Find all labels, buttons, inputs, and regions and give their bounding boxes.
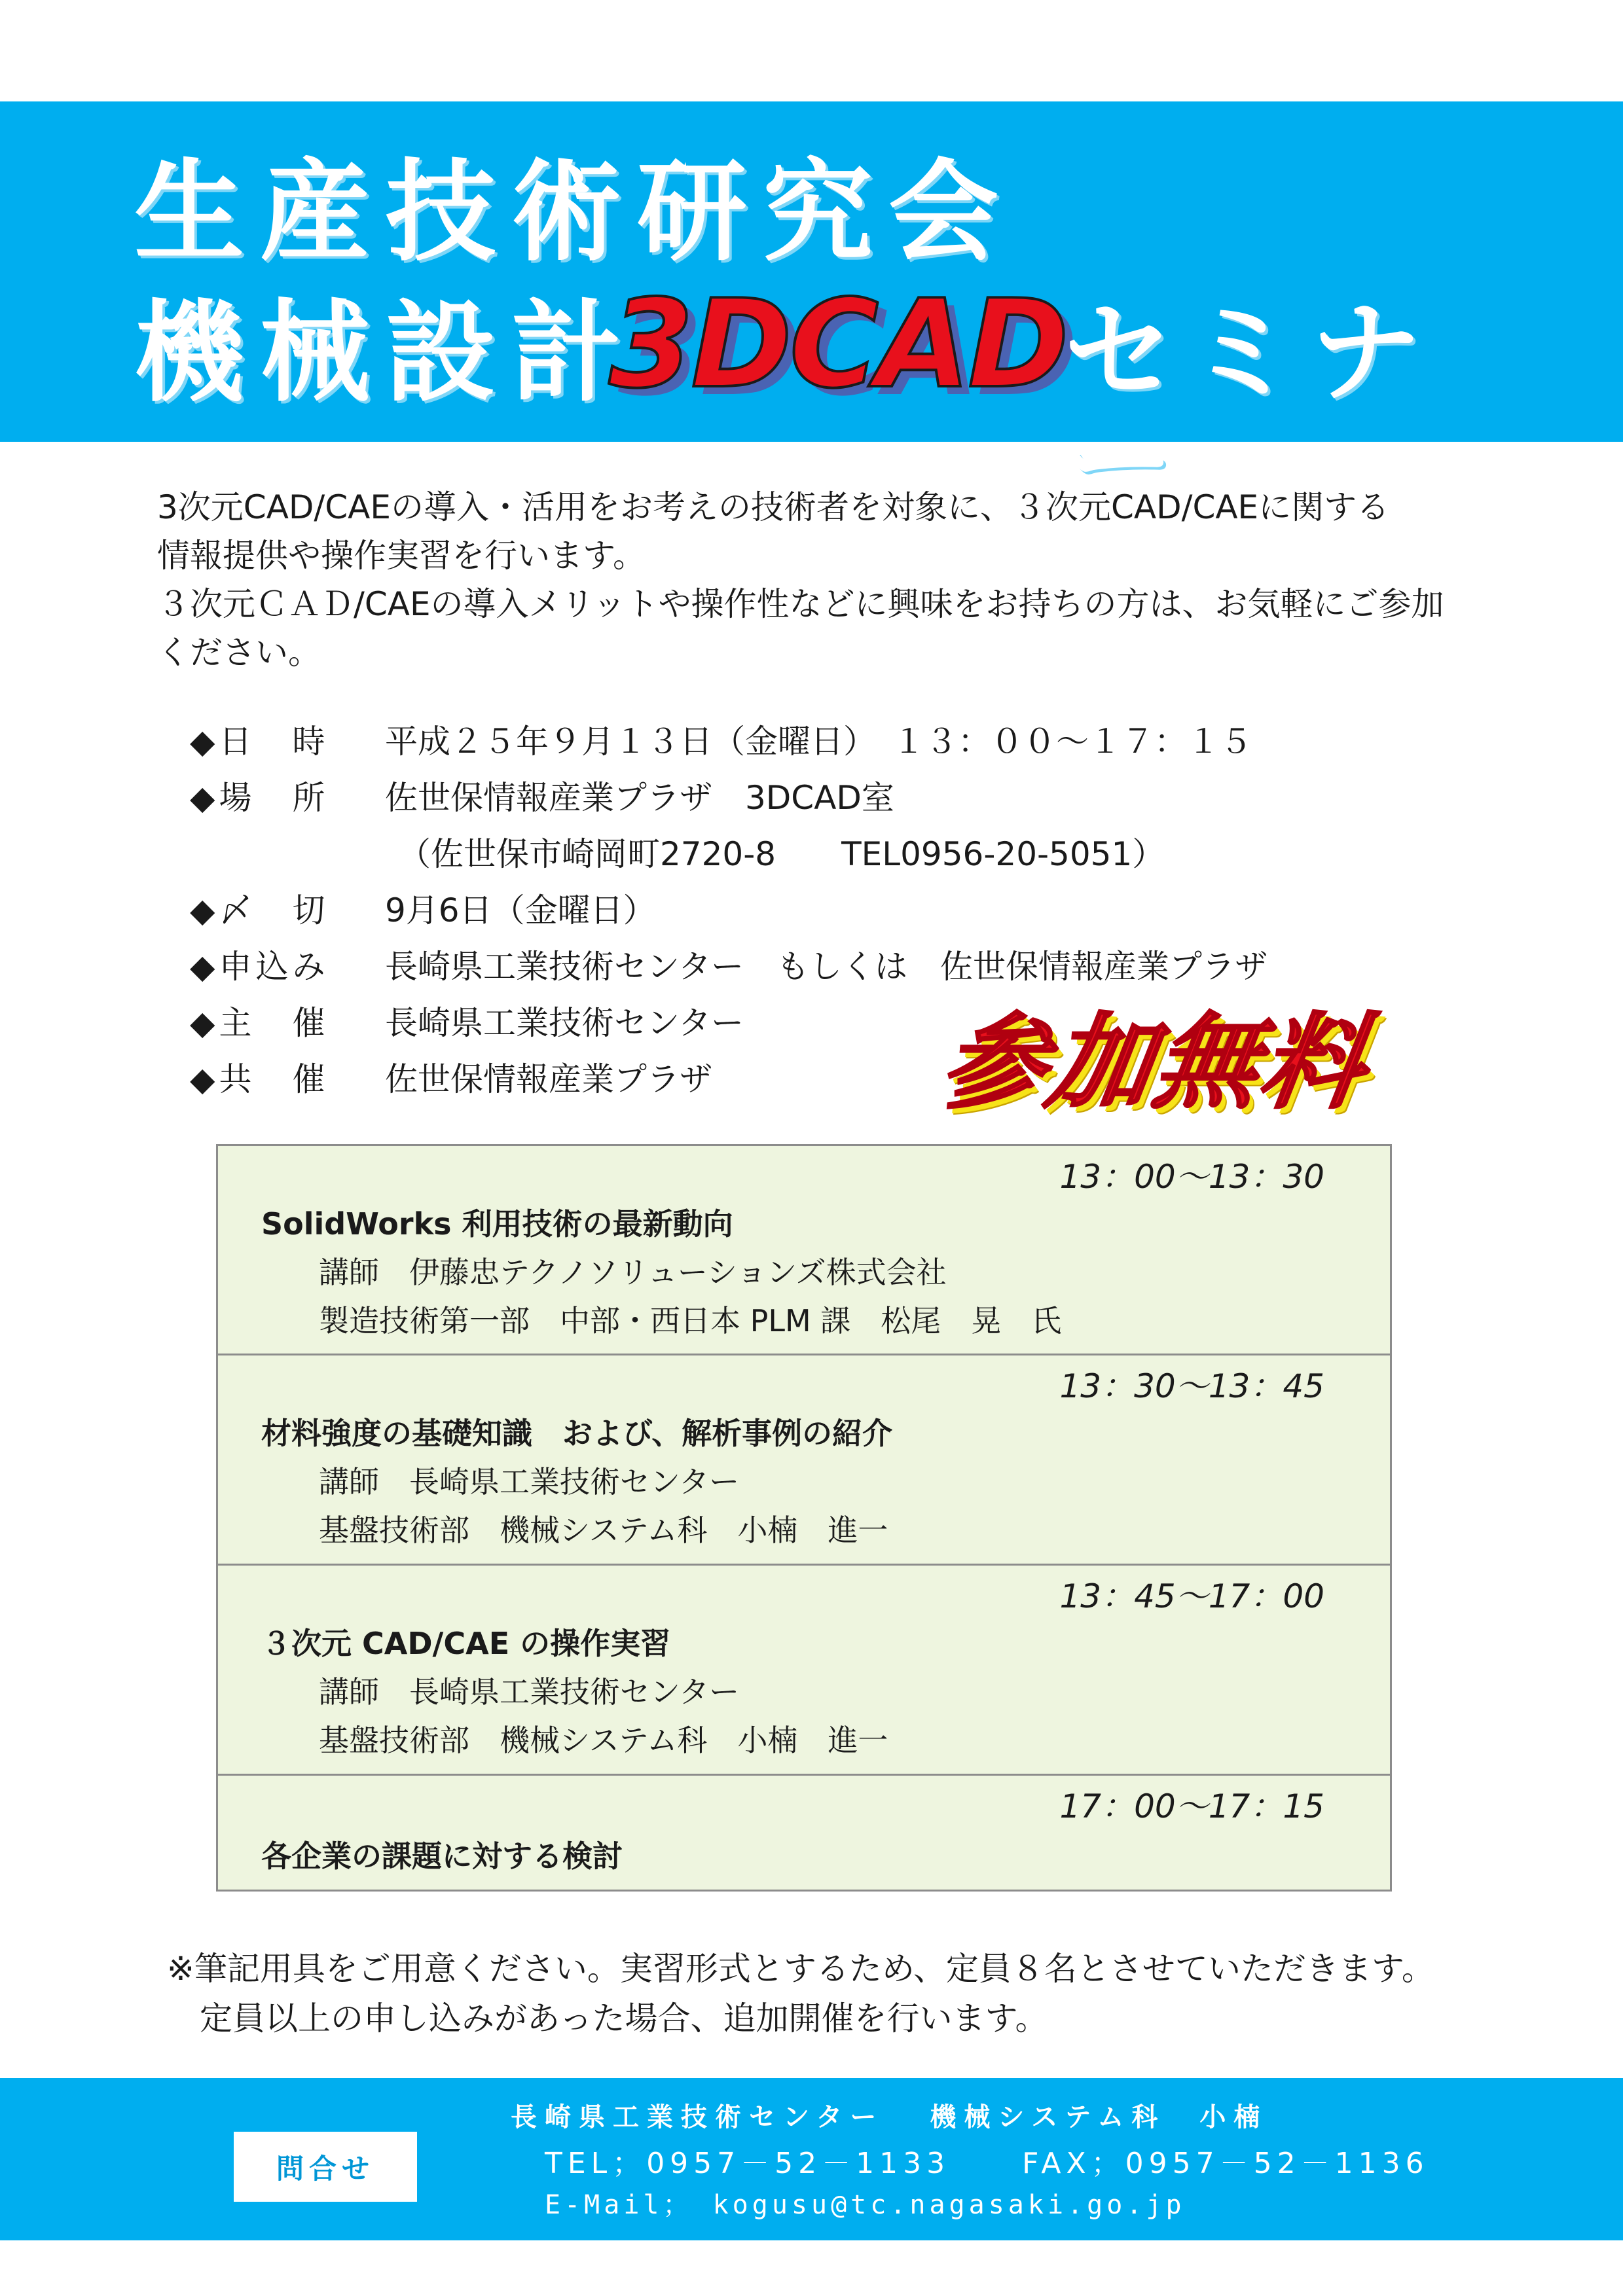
detail-value: 佐世保情報産業プラザ 3DCAD室 xyxy=(385,779,894,817)
detail-label: ◆申込み xyxy=(190,948,329,986)
detail-value: 長崎県工業技術センター もしくは 佐世保情報産業プラザ xyxy=(385,948,1267,986)
session-time: 13：45～17：00 xyxy=(1059,1577,1324,1615)
title-kikai: 機械設計 xyxy=(134,289,637,417)
program-session xyxy=(218,1355,1390,1566)
program-session xyxy=(218,1566,1390,1776)
session-speaker-affiliation: 製造技術第一部 中部・西日本 PLM 課 松尾 晃 氏 xyxy=(319,1303,1062,1338)
detail-label: ◆共 催 xyxy=(190,1060,329,1098)
intro-line: 3次元CAD/CAEの導入・活用をお考えの技術者を対象に、３次元CAD/CAEに関する xyxy=(157,488,1390,526)
session-title: 材料強度の基礎知識 および、解析事例の紹介 xyxy=(261,1416,893,1451)
session-time: 13：30～13：45 xyxy=(1059,1367,1324,1405)
title-line1: 生産技術研究会 xyxy=(134,148,1014,276)
session-speaker: 講師 長崎県工業技術センター xyxy=(319,1464,740,1499)
notice xyxy=(167,1944,1542,2043)
detail-apply xyxy=(190,939,1303,995)
contact-phone xyxy=(545,2140,1429,2181)
intro-line: 情報提供や操作実習を行います。 xyxy=(157,537,646,575)
program-session xyxy=(218,1776,1390,1890)
contact-org-name: 長崎県工業技術センター xyxy=(511,2102,884,2132)
detail-label: ◆〆 切 xyxy=(190,891,329,929)
session-title: ３次元 CAD/CAE の操作実習 xyxy=(261,1626,671,1661)
detail-value: 平成２５年９月１３日（金曜日） １３：００～１７：１５ xyxy=(385,723,1252,761)
footer-contact xyxy=(0,2078,1623,2240)
session-title: 各企業の課題に対する検討 xyxy=(261,1839,623,1874)
session-speaker-affiliation: 基盤技術部 機械システム科 小楠 進一 xyxy=(319,1513,888,1548)
title-3dcad-logo: 3DCAD xyxy=(609,273,1067,415)
contact-organization xyxy=(511,2096,1267,2134)
contact-label: 問合せ xyxy=(234,2132,417,2202)
detail-deadline xyxy=(190,882,1303,939)
detail-label: ◆主 催 xyxy=(190,1004,329,1042)
detail-place xyxy=(190,770,1303,826)
session-speaker: 講師 伊藤忠テクノソリューションズ株式会社 xyxy=(319,1255,947,1290)
intro-line: ください。 xyxy=(157,634,321,672)
detail-value: 長崎県工業技術センター xyxy=(385,1004,744,1042)
session-speaker: 講師 長崎県工業技術センター xyxy=(319,1674,740,1710)
title-seminar: セミナー xyxy=(1064,289,1433,527)
intro-text xyxy=(157,483,1480,677)
program-session xyxy=(218,1146,1390,1355)
session-time: 13：00～13：30 xyxy=(1059,1158,1324,1196)
detail-value: （佐世保市崎岡町2720-8 TEL0956-20-5051） xyxy=(398,835,1165,873)
session-speaker-affiliation: 基盤技術部 機械システム科 小楠 進一 xyxy=(319,1723,888,1758)
session-time: 17：00～17：15 xyxy=(1059,1787,1324,1825)
detail-place-address xyxy=(190,826,1303,882)
detail-datetime xyxy=(190,713,1303,770)
detail-label: ◆日 時 xyxy=(190,723,329,761)
session-title: SolidWorks 利用技術の最新動向 xyxy=(261,1206,733,1242)
notice-line: 定員以上の申し込みがあった場合、追加開催を行います。 xyxy=(200,2000,1048,2037)
contact-fax: FAX；0957－52－1136 xyxy=(1022,2147,1429,2180)
notice-line: ※筆記用具をご用意ください。実習形式とするため、定員８名とさせていただきます。 xyxy=(167,1950,1434,1988)
program-table xyxy=(216,1144,1392,1892)
detail-value: 佐世保情報産業プラザ xyxy=(385,1060,712,1098)
contact-email[interactable]: E-Mail； kogusu@tc.nagasaki.go.jp xyxy=(545,2190,1186,2220)
contact-dept: 機械システム科 小楠 xyxy=(930,2102,1268,2132)
contact-tel: TEL；0957－52－1133 xyxy=(545,2147,951,2180)
intro-line: ３次元ＣＡＤ/CAEの導入メリットや操作性などに興味をお持ちの方は、お気軽にご参加 xyxy=(157,585,1444,623)
free-admission-badge: 参加無料 xyxy=(934,1003,1376,1123)
detail-value: 9月6日（金曜日） xyxy=(385,891,656,929)
detail-label: ◆場 所 xyxy=(190,779,329,817)
